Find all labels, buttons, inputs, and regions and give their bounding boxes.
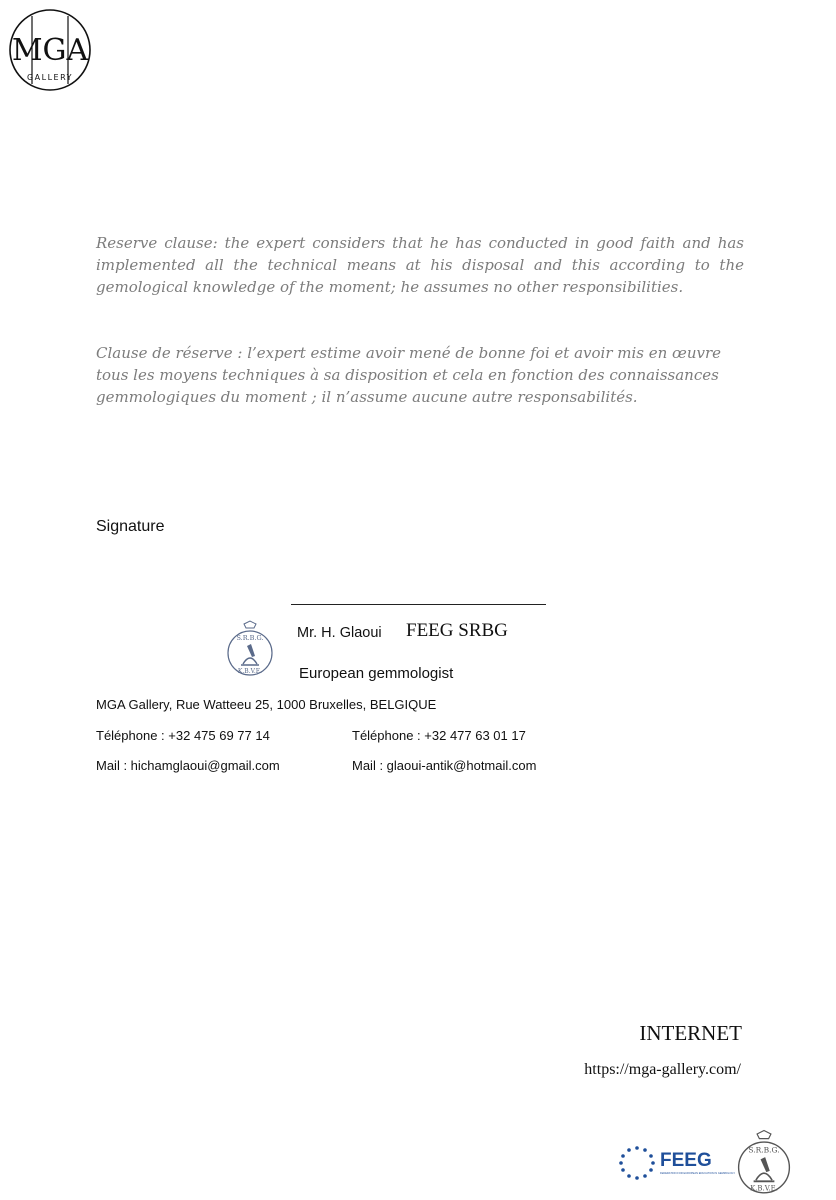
email-1: Mail : hichamglaoui@gmail.com: [96, 758, 280, 773]
signature-label: Signature: [96, 518, 165, 535]
mga-gallery-logo: [6, 6, 94, 94]
internet-heading: INTERNET: [639, 1021, 742, 1045]
srbg-seal-icon: [224, 620, 276, 680]
signer-organizations: FEEG SRBG: [406, 620, 508, 641]
email-2: Mail : glaoui-antik@hotmail.com: [352, 758, 537, 773]
seal-text-top: S.R.B.G.: [236, 634, 264, 642]
reserve-clause-french: Clause de réserve : l’expert estime avoir mené de bonne foi et avoir mis en œuvre tous les moyens techniques à sa disposition et cela en fonction des connaissances gemmologiques du moment ; il n’assume aucune autre responsabilités.: [96, 344, 722, 406]
phone-2: Téléphone : +32 477 63 01 17: [352, 728, 526, 743]
mga-logo-subtext: GALLERY: [26, 73, 74, 82]
seal-bottom-text-top: S.R.B.G.: [748, 1145, 780, 1155]
address: MGA Gallery, Rue Watteeu 25, 1000 Bruxelles, BELGIQUE: [96, 697, 437, 712]
seal-text-bottom: K.B.V.E.: [237, 668, 263, 675]
website-link[interactable]: https://mga-gallery.com/: [584, 1061, 741, 1078]
feeg-logo-text: FEEG: [660, 1150, 712, 1171]
feeg-logo-icon: [616, 1142, 736, 1184]
mga-logo-text: MGA: [11, 33, 89, 68]
signer-name: Mr. H. Glaoui: [297, 625, 382, 641]
phone-1: Téléphone : +32 475 69 77 14: [96, 728, 270, 743]
srbg-seal-bottom-icon: [734, 1129, 794, 1199]
feeg-logo-subtext: FEDERATION FOR EUROPEAN EDUCATION IN GEMMOLOGY: [660, 1172, 736, 1175]
seal-bottom-text-bottom: K.B.V.E.: [750, 1184, 778, 1193]
reserve-clause-english: Reserve clause: the expert considers that he has conducted in good faith and has implemented all the technical means at his disposal and this according to the gemological knowledge of the moment; he assumes no other responsibilities.: [96, 234, 744, 296]
signature-line: [291, 604, 546, 605]
signer-title: European gemmologist: [299, 665, 454, 682]
